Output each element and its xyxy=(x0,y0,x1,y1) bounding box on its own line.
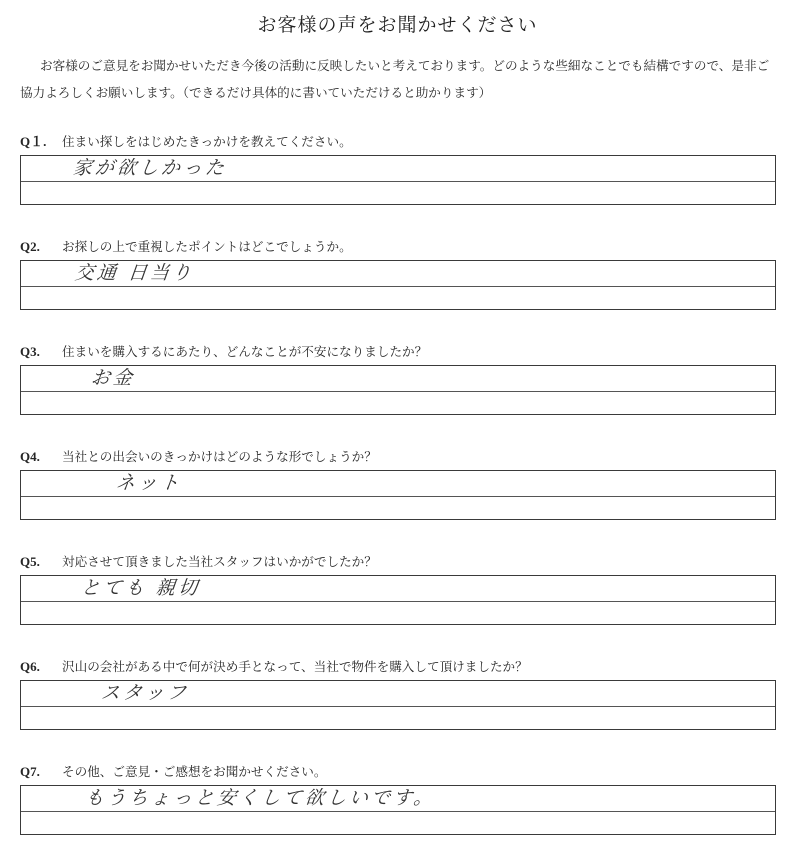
question-block-4 xyxy=(20,448,776,520)
question-label xyxy=(20,763,776,781)
answer-box[interactable] xyxy=(20,365,776,415)
question-number: Q6. xyxy=(20,659,40,674)
question-text: 住まい探しをはじめたきっかけを教えてください。 xyxy=(62,134,352,149)
question-number: Q3. xyxy=(20,344,40,359)
question-number: Q5. xyxy=(20,554,40,569)
question-text: その他、ご意見・ご感想をお聞かせください。 xyxy=(62,764,327,779)
intro-text: お客様のご意見をお聞かせいただき今後の活動に反映したいと考えております。どのような些細なことでも結構ですので、是非ご協力よろしくお願いします。（できるだけ具体的に書いていただけると助かります） xyxy=(20,58,770,100)
answer-divider xyxy=(21,181,775,182)
question-number: Q2. xyxy=(20,239,40,254)
page-title: お客様の声をお聞かせください xyxy=(257,14,538,36)
question-block-3 xyxy=(20,343,776,415)
answer-box[interactable] xyxy=(20,470,776,520)
answer-divider xyxy=(21,496,775,497)
question-block-5 xyxy=(20,553,776,625)
answer-handwriting: もうちょっと安くして欲しいです。 xyxy=(83,787,437,809)
answer-box[interactable] xyxy=(20,575,776,625)
question-number: Q4. xyxy=(20,449,40,464)
question-label xyxy=(20,238,776,256)
question-label xyxy=(20,553,776,571)
answer-handwriting: スタッフ xyxy=(99,682,191,704)
question-text: 当社との出会いのきっかけはどのような形でしょうか？ xyxy=(62,449,377,464)
answer-divider xyxy=(21,601,775,602)
answer-box[interactable] xyxy=(20,785,776,835)
question-text: お探しの上で重視したポイントはどこでしょうか。 xyxy=(62,239,352,254)
question-block-2 xyxy=(20,238,776,310)
question-label xyxy=(20,133,776,151)
question-text: 対応させて頂きました当社スタッフはいかがでしたか？ xyxy=(62,554,377,569)
question-label xyxy=(20,658,776,676)
question-number: Q１. xyxy=(20,134,47,149)
answer-box[interactable] xyxy=(20,155,776,205)
question-block-7 xyxy=(20,763,776,835)
question-block-1 xyxy=(20,133,776,205)
question-text: 沢山の会社がある中で何が決め手となって、当社で物件を購入して頂けましたか？ xyxy=(62,659,528,674)
answer-handwriting: ネット xyxy=(114,472,184,494)
answer-handwriting: お金 xyxy=(89,367,137,389)
answer-handwriting: 交通 日当り xyxy=(73,262,196,284)
question-label xyxy=(20,343,776,361)
answer-handwriting: 家が欲しかった xyxy=(71,157,229,179)
question-number: Q7. xyxy=(20,764,40,779)
question-text: 住まいを購入するにあたり、どんなことが不安になりましたか？ xyxy=(62,344,428,359)
answer-divider xyxy=(21,706,775,707)
answer-divider xyxy=(21,286,775,287)
question-label xyxy=(20,448,776,466)
answer-divider xyxy=(21,811,775,812)
answer-divider xyxy=(21,391,775,392)
answer-handwriting: とても 親切 xyxy=(79,577,202,599)
answer-box[interactable] xyxy=(20,260,776,310)
question-block-6 xyxy=(20,658,776,730)
answer-box[interactable] xyxy=(20,680,776,730)
